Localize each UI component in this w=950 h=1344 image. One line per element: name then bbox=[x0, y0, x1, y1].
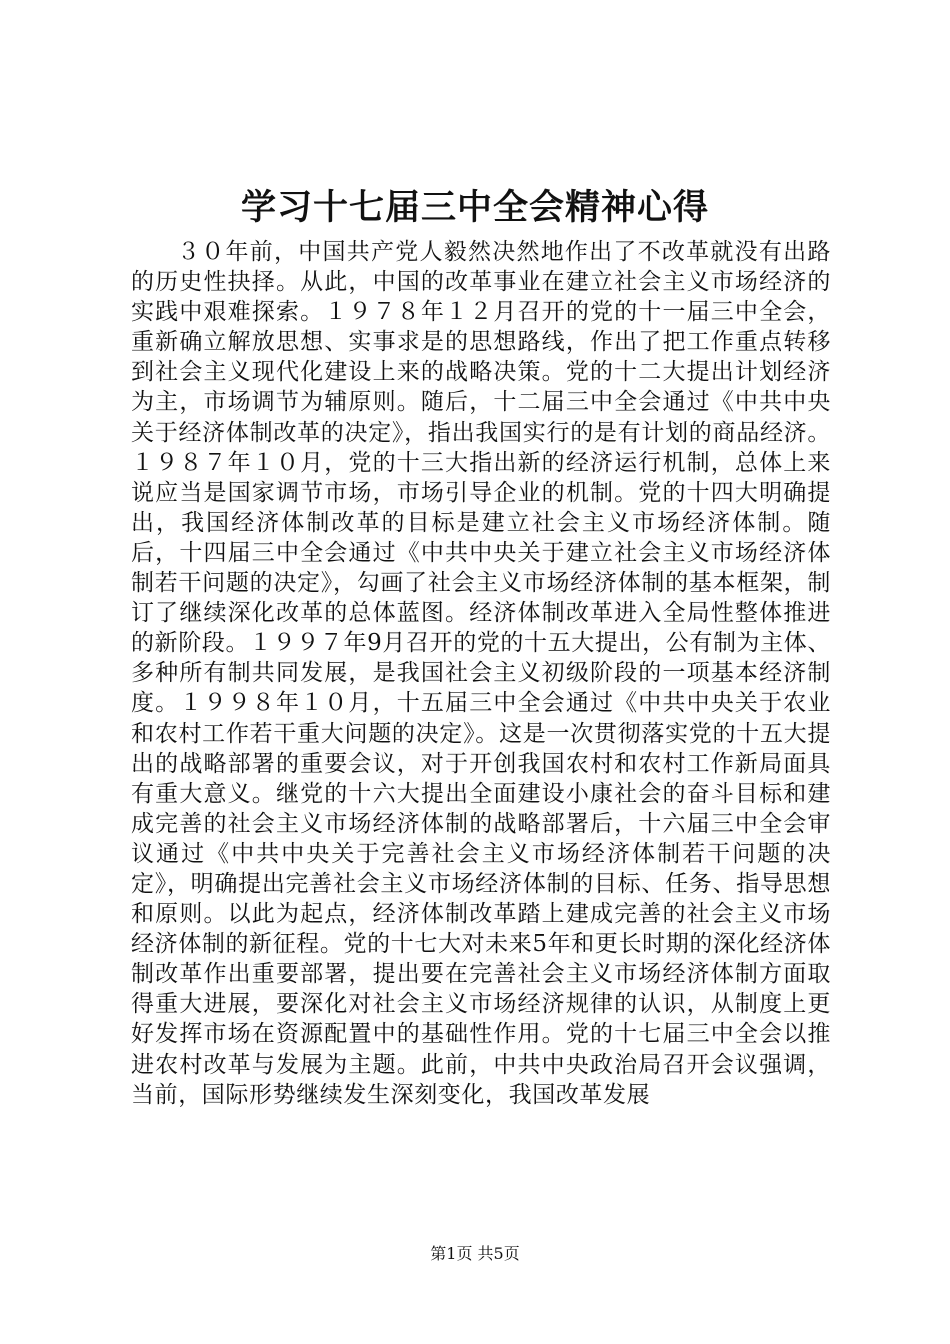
page-number-footer: 第1页 共5页 bbox=[430, 1244, 520, 1263]
document-title: 学习十七届三中全会精神心得 bbox=[240, 187, 709, 228]
document-body-paragraph: ３０年前，中国共产党人毅然决然地作出了不改革就没有出路的历史性抉择。从此，中国的改革事业在建立社会主义市场经济的实践中艰难探索。１９７８年１２月召开的党的十一届三中全会，重新确立解放思想、实事求是的思想路线，作出了把工作重点转移到社会主义现代化建设上来的战略决策。党的十二大提出计划经济为主，市场调节为辅原则。随后，十二届三中全会通过《中共中央关于经济体制改革的决定》，指出我国实行的是有计划的商品经济。１９８７年１０月，党的十三大指出新的经济运行机制，总体上来说应当是国家调节市场，市场引导企业的机制。党的十四大明确提出，我国经济体制改革的目标是建立社会主义市场经济体制。随后，十四届三中全会通过《中共中央关于建立社会主义市场经济体制若干问题的决定》，勾画了社会主义市场经济体制的基本框架，制订了继续深化改革的总体蓝图。经济体制改革进入全局性整体推进的新阶段。１９９７年9月召开的党的十五大提出，公有制为主体、多种所有制共同发展，是我国社会主义初级阶段的一项基本经济制度。１９９８年１０月，十五届三中全会通过《中共中央关于农业和农村工作若干重大问题的决定》。这是一次贯彻落实党的十五大提出的战略部署的重要会议，对于开创我国农村和农村工作新局面具有重大意义。继党的十六大提出全面建设小康社会的奋斗目标和建成完善的社会主义市场经济体制的战略部署后，十六届三中全会审议通过《中共中央关于完善社会主义市场经济体制若干问题的决定》，明确提出完善社会主义市场经济体制的目标、任务、指导思想和原则。以此为起点，经济体制改革踏上建成完善的社会主义市场经济体制的新征程。党的十七大对未来5年和更长时期的深化经济体制改革作出重要部署，提出要在完善社会主义市场经济体制方面取得重大进展，要深化对社会主义市场经济规律的认识，从制度上更好发挥市场在资源配置中的基础性作用。党的十七届三中全会以推进农村改革与发展为主题。此前，中共中央政治局召开会议强调，当前，国际形势继续发生深刻变化，我国改革发展 bbox=[131, 239, 831, 1108]
